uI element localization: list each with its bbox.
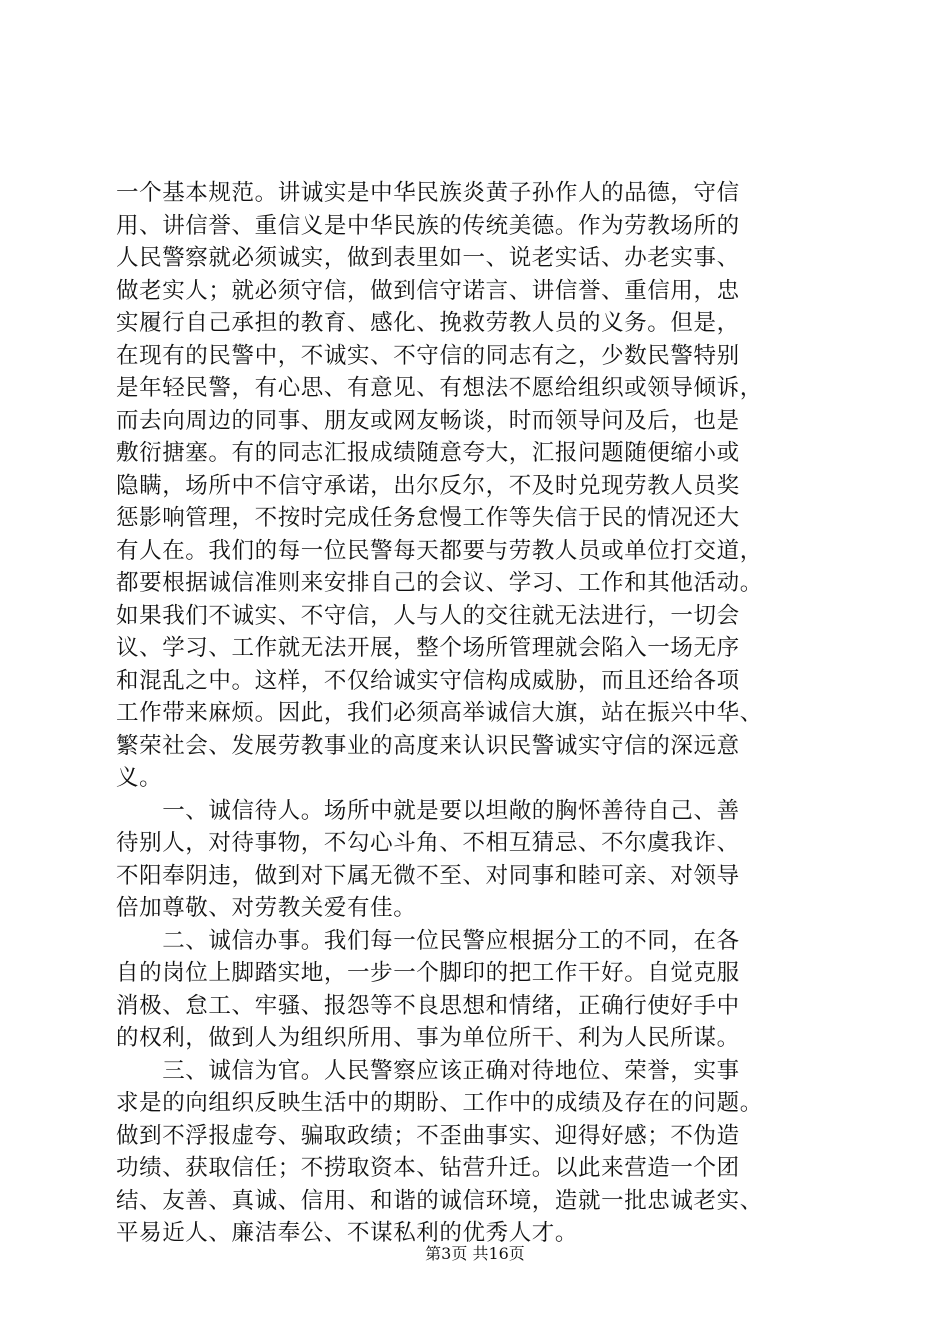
text-line: 是年轻民警，有心思、有意见、有想法不愿给组织或领导倾诉，: [116, 375, 763, 401]
text-line: 隐瞒，场所中不信守承诺，出尔反尔，不及时兑现劳教人员奖: [116, 472, 740, 499]
text-line: 繁荣社会、发展劳教事业的高度来认识民警诚实守信的深远意: [116, 732, 740, 759]
text-line: 议、学习、工作就无法开展，整个场所管理就会陷入一场无序: [116, 635, 740, 661]
text-line: 二、诚信办事。我们每一位民警应根据分工的不同，在各: [116, 927, 740, 954]
text-line: 三、诚信为官。人民警察应该正确对待地位、荣誉，实事: [116, 1057, 740, 1084]
text-line: 和混乱之中。这样，不仅给诚实守信构成威胁，而且还给各项: [116, 667, 740, 694]
text-line: 实履行自己承担的教育、感化、挽救劳教人员的义务。但是，: [116, 310, 740, 336]
page-footer: 第3页 共16页: [425, 1244, 525, 1263]
text-line: 工作带来麻烦。因此，我们必须高举诚信大旗，站在振兴中华、: [116, 700, 763, 726]
text-line: 做老实人；就必须守信，做到信守诺言、讲信誉、重信用，忠: [116, 277, 740, 304]
text-line: 如果我们不诚实、不守信，人与人的交往就无法进行，一切会: [116, 602, 740, 629]
text-line: 做到不浮报虚夸、骗取政绩；不歪曲事实、迎得好感；不伪造: [116, 1122, 740, 1149]
text-line: 自的岗位上脚踏实地，一步一个脚印的把工作干好。自觉克服: [116, 960, 740, 986]
text-line: 敷衍搪塞。有的同志汇报成绩随意夸大，汇报问题随便缩小或: [116, 440, 740, 466]
text-line: 的权利，做到人为组织所用、事为单位所干、利为人民所谋。: [116, 1025, 740, 1051]
text-line: 消极、怠工、牢骚、报怨等不良思想和情绪，正确行使好手中: [116, 992, 740, 1019]
text-line: 在现有的民警中，不诚实、不守信的同志有之，少数民警特别: [116, 342, 740, 369]
text-line: 倍加尊敬、对劳教关爱有佳。: [116, 895, 417, 921]
text-line: 待别人，对待事物，不勾心斗角、不相互猜忌、不尔虞我诈、: [116, 830, 740, 856]
body-text: [116, 177, 856, 1250]
text-line: 求是的向组织反映生活中的期盼、工作中的成绩及存在的问题。: [116, 1090, 763, 1116]
text-line: 而去向周边的同事、朋友或网友畅谈，时而领导问及后，也是: [116, 407, 740, 434]
text-line: 惩影响管理，不按时完成任务怠慢工作等失信于民的情况还大: [116, 505, 740, 531]
text-line: 结、友善、真诚、信用、和谐的诚信环境，造就一批忠诚老实、: [116, 1187, 763, 1214]
text-line: 义。: [116, 765, 163, 791]
text-line: 有人在。我们的每一位民警每天都要与劳教人员或单位打交道，: [116, 537, 763, 564]
text-line: 用、讲信誉、重信义是中华民族的传统美德。作为劳教场所的: [116, 212, 740, 239]
text-line: 都要根据诚信准则来安排自己的会议、学习、工作和其他活动。: [116, 570, 763, 596]
text-line: 人民警察就必须诚实，做到表里如一、说老实话、办老实事、: [116, 245, 740, 271]
text-line: 平易近人、廉洁奉公、不谋私利的优秀人才。: [116, 1220, 579, 1246]
text-line: 不阳奉阴违，做到对下属无微不至、对同事和睦可亲、对领导: [116, 862, 740, 889]
text-line: 功绩、获取信任；不捞取资本、钻营升迁。以此来营造一个团: [116, 1155, 740, 1181]
text-line: 一、诚信待人。场所中就是要以坦敞的胸怀善待自己、善: [116, 797, 740, 824]
text-line: 一个基本规范。讲诚实是中华民族炎黄子孙作人的品德，守信: [116, 180, 740, 206]
